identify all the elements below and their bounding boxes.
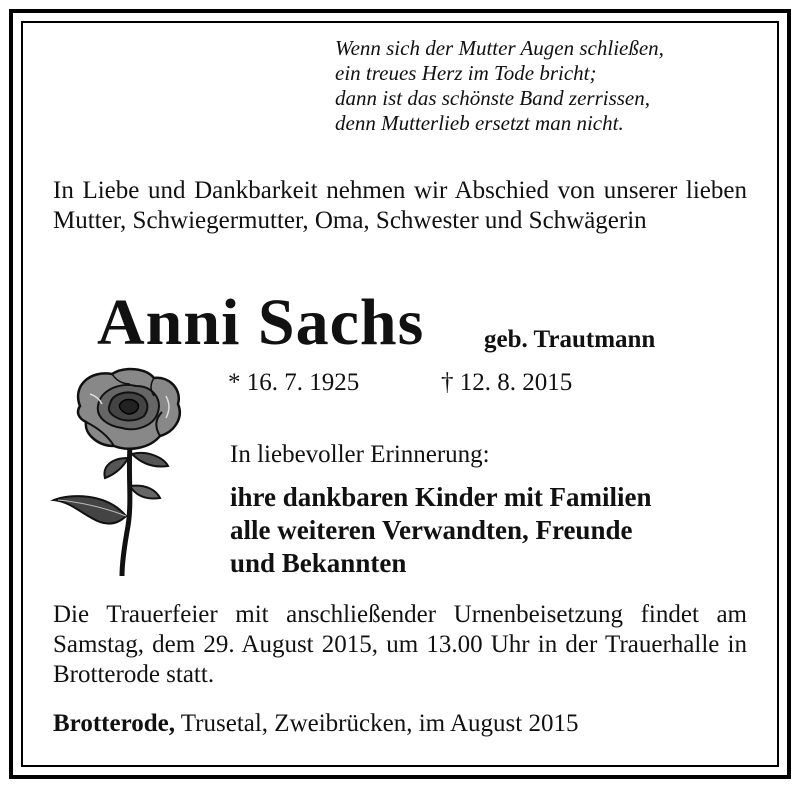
memory-label: In liebevoller Erinnerung: [230, 441, 490, 468]
place-rest: Trusetal, Zweibrücken, im August 2015 [180, 710, 579, 737]
birth-date: * 16. 7. 1925 [228, 369, 360, 396]
place-town: Brotterode, [53, 710, 175, 737]
intro-text: In Liebe und Dankbarkeit nehmen wir Abschied von unserer lieben Mutter, Schwiegermutter, Oma, Schwester und Schwägerin [53, 177, 747, 234]
poem [335, 36, 664, 136]
maiden-name: geb. Trautmann [484, 326, 656, 353]
rose-icon [50, 366, 190, 578]
poem-line: dann ist das schönste Band zerrissen, [335, 86, 650, 110]
mourner-line: alle weiteren Verwandten, Freunde [230, 515, 633, 545]
service-text: Die Trauerfeier mit anschließender Urnenbeisetzung findet am Samstag, dem 29. August 2015, um 13.00 Uhr in der Trauerhalle in Brotterode statt. [53, 601, 747, 688]
mourner-line: und Bekannten [230, 548, 407, 578]
deceased-name: Anni Sachs [97, 286, 425, 359]
mourner-line: ihre dankbaren Kinder mit Familien [230, 482, 652, 512]
place-date-line [53, 710, 578, 738]
poem-line: denn Mutterlieb ersetzt man nicht. [335, 111, 624, 135]
poem-line: Wenn sich der Mutter Augen schließen, [335, 36, 664, 60]
poem-line: ein treues Herz im Tode bricht; [335, 61, 597, 85]
mourners [230, 481, 652, 580]
death-date: † 12. 8. 2015 [441, 369, 573, 396]
